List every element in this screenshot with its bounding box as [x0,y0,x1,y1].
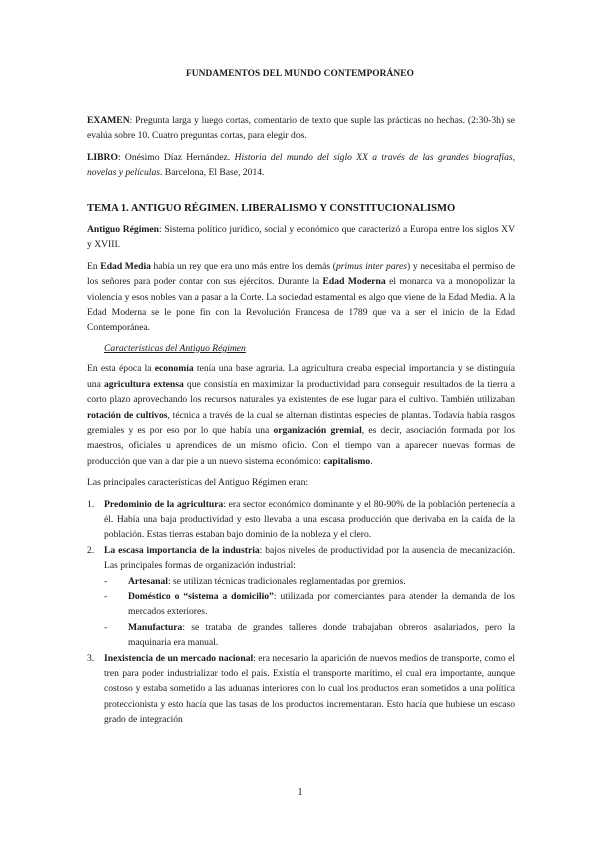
tema-heading: TEMA 1. ANTIGUO RÉGIMEN. LIBERALISMO Y CONSTITUCIONALISMO [87,202,456,214]
libro-paragraph [87,150,515,181]
economia-paragraph [87,361,515,469]
sublist-item-label: Doméstico o “sistema a domicilio” [128,590,274,602]
body-content [87,113,515,728]
sublist-item-text: : se utilizan técnicas tradicionales reglamentadas por gremios. [167,575,406,587]
list-item-label: Predominio de la agricultura [104,498,224,510]
sublist-item [87,620,515,651]
examen-label: EXAMEN [87,115,130,126]
libro-label: LIBRO [87,151,118,163]
list-number: 1. [87,498,95,510]
text-run: . [370,455,373,467]
caracteristicas-heading: Características del Antiguo Régimen [104,342,246,354]
industry-sublist [87,574,515,651]
characteristics-list-continued [87,651,515,728]
capitalismo-term: capitalismo [323,455,371,467]
libro-author: : Onésimo Díaz Hernández. [117,151,235,163]
text-run: , es decir, asociación formada por los maestros, oficiales u aprendices de un mismo oficio. Con el tiempo van a aparecer nuevas formas de producción que van a dar pie a un nuevo sistema económico: [87,424,516,467]
list-item-text: : bajos niveles de productividad por la ausencia de mecanización. Las principales formas de organización industrial: [104,544,515,572]
list-number: 2. [87,544,95,556]
text-run: En esta época la [87,363,155,375]
principales-intro: Las principales características del Antiguo Régimen eran: [87,477,309,489]
sublist-item-text: : utilizada por comerciantes para atender la demanda de los mercados exteriores. [128,590,515,618]
sublist-item-label: Artesanal [128,575,168,587]
edad-media-term: Edad Media [100,260,151,272]
libro-book-title: Historia del mundo del siglo XX a través de las grandes biografías, novelas y películas [87,151,515,179]
page-number: 1 [297,787,303,798]
text-run: ) y necesitaba el permiso de los señores para poder contar con sus ejércitos. Durante la [87,260,515,288]
characteristics-list [87,497,515,574]
list-item [87,497,515,543]
examen-text: : Pregunta larga y luego cortas, comentario de texto que suple las prácticas no hechas. (2:30-3h) se evalúa sobre 10. Cuatro preguntas cortas, para elegir dos. [87,115,515,142]
sublist-item-text: : se trataba de grandes talleres donde trabajaban obreros asalariados, pero la maquinaria era manual. [128,621,515,649]
antiguo-regimen-paragraph [87,222,515,253]
list-item [87,651,515,728]
text-run: el monarca va a monopolizar la violencia y esos nobles van a pasar a la Corte. La sociedad estamental es algo que viene de la Edad Media. A la Edad Moderna se le pone fin con la Revolución Francesa de 1789 que va a ser el inicio de la Edad Contemporánea. [87,276,516,334]
economia-term: economía [154,363,194,375]
text-run: que consistía en maximizar la productividad para conseguir resultados de la tierra a corto plazo aprovechando los recursos naturales ya existentes de ese lugar para el cultivo. También utilizaban [87,378,515,406]
latin-term: primus inter pares [335,260,407,272]
rotacion-term: rotación de cultivos [87,409,168,421]
edad-media-paragraph [87,259,515,336]
dash-marker: - [104,590,108,602]
antiguo-regimen-label: Antiguo Régimen [87,224,159,236]
organizacion-gremial-term: organización gremial [273,424,362,436]
list-item-label: Inexistencia de un mercado nacional [104,652,254,664]
examen-paragraph [87,113,515,144]
sublist-item [87,589,515,620]
list-item-text: : era necesario la aparición de nuevos medios de transporte, como el tren para poder industrializar todo el país. Existía el transporte marítimo, el cual era importante, aunque costoso y estaba sometido a las aduanas interiores con lo cual los productos eran sometidos a una política proteccionista y esto hacía que las tasas de los productos incrementaran. Esto hacía que hubiese un escaso grado de integración [104,652,515,726]
sublist-item [87,574,515,589]
text-run: , técnica a través de la cual se alternan distintas especies de plantas. Todavía había rasgos gremiales y es por eso por lo que había una [87,409,515,436]
list-item-label: La escasa importancia de la industria [104,544,260,556]
text-run: En [87,260,101,272]
sublist-item-label: Manufactura [128,621,183,633]
list-item [87,543,515,574]
agricultura-extensa-term: agricultura extensa [103,378,184,390]
edad-moderna-term: Edad Moderna [322,276,386,288]
text-run: había un rey que era uno más entre los demás ( [150,260,336,272]
list-number: 3. [87,652,95,664]
dash-marker: - [104,575,108,587]
libro-publisher: . Barcelona, El Base, 2014. [160,167,265,179]
text-run: tenía una base agraria. La agricultura creaba especial importancia y se distinguía una [87,363,515,390]
document-title: FUNDAMENTOS DEL MUNDO CONTEMPORÁNEO [185,69,415,79]
list-item-text: : era sector económico dominante y el 80-90% de la población pertenecía a él. Había una baja productividad y esto llevaba a una escasa producción que derivaba en la caída de la población. Estas tierras estaban bajo dominio de la nobleza y el clero. [104,498,515,541]
dash-marker: - [104,621,108,633]
antiguo-regimen-text: : Sistema político jurídico, social y económico que caracterizó a Europa entre los siglos XV y XVIII. [87,224,516,251]
